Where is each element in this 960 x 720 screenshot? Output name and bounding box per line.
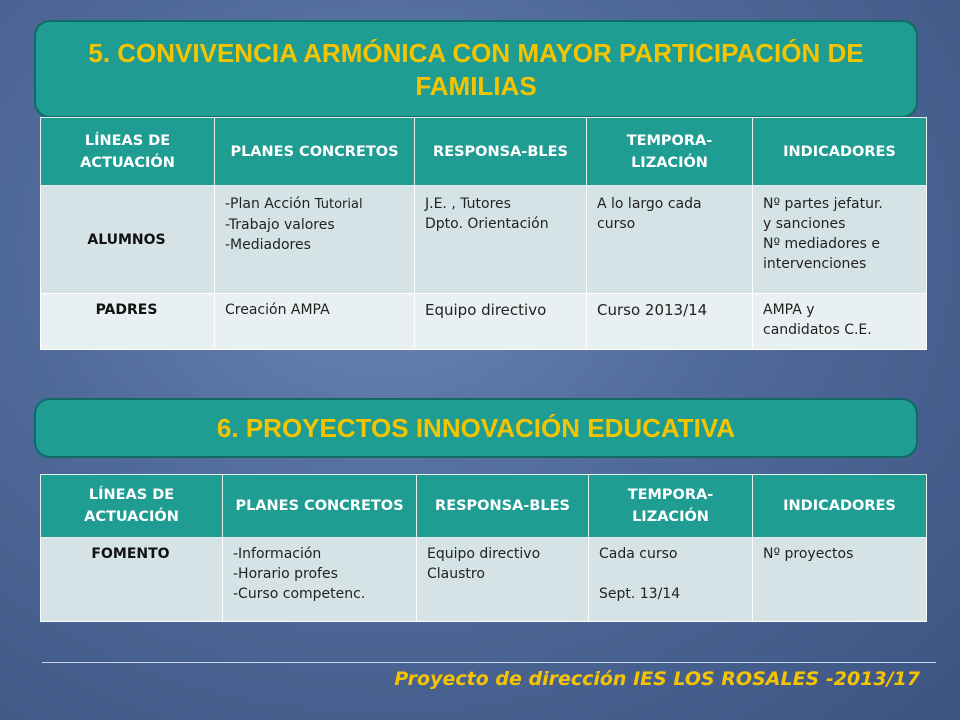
section-5-title-text: 5. CONVIVENCIA ARMÓNICA CON MAYOR PARTICIPACIÓN DE FAMILIAS [88, 38, 864, 101]
indicators-cell: Nº proyectos [753, 538, 927, 622]
plans-cell: -Información -Horario profes -Curso competenc. [223, 538, 417, 622]
header-planes: PLANES CONCRETOS [215, 118, 415, 186]
header-responsables: RESPONSA-BLES [415, 118, 587, 186]
section-6-table [40, 474, 927, 622]
header-indicadores: INDICADORES [753, 118, 927, 186]
header-lineas: LÍNEAS DE ACTUACIÓN [41, 118, 215, 186]
table-row [41, 538, 927, 622]
header-planes: PLANES CONCRETOS [223, 475, 417, 538]
header-responsables: RESPONSA-BLES [417, 475, 589, 538]
table-header-row [41, 118, 927, 186]
plans-cell: -Plan Acción Tutorial -Trabajo valores -Mediadores [215, 186, 415, 294]
header-temporalizacion: TEMPORA-LIZACIÓN [589, 475, 753, 538]
section-6-title-text: 6. PROYECTOS INNOVACIÓN EDUCATIVA [216, 413, 736, 443]
responsibles-cell: Equipo directivo [415, 294, 587, 350]
plans-cell: Creación AMPA [215, 294, 415, 350]
indicators-cell: Nº partes jefatur. y sanciones Nº mediadores e intervenciones [753, 186, 927, 294]
footer-text: Proyecto de dirección IES LOS ROSALES -2013/17 [394, 668, 920, 690]
timing-cell: Cada curso Sept. 13/14 [589, 538, 753, 622]
responsibles-cell: J.E. , Tutores Dpto. Orientación [415, 186, 587, 294]
table-row [41, 186, 927, 294]
section-5-table [40, 117, 927, 350]
footer-divider [42, 662, 936, 663]
header-indicadores: INDICADORES [753, 475, 927, 538]
table-header-row [41, 475, 927, 538]
timing-cell: A lo largo cada curso [587, 186, 753, 294]
section-5-title [34, 20, 918, 118]
row-label-alumnos: ALUMNOS [41, 186, 215, 294]
indicators-cell: AMPA y candidatos C.E. [753, 294, 927, 350]
row-label-fomento: FOMENTO [41, 538, 223, 622]
responsibles-cell: Equipo directivo Claustro [417, 538, 589, 622]
section-6-title [34, 398, 918, 458]
header-lineas: LÍNEAS DE ACTUACIÓN [41, 475, 223, 538]
header-temporalizacion: TEMPORA-LIZACIÓN [587, 118, 753, 186]
row-label-padres: PADRES [41, 294, 215, 350]
timing-cell: Curso 2013/14 [587, 294, 753, 350]
table-row [41, 294, 927, 350]
